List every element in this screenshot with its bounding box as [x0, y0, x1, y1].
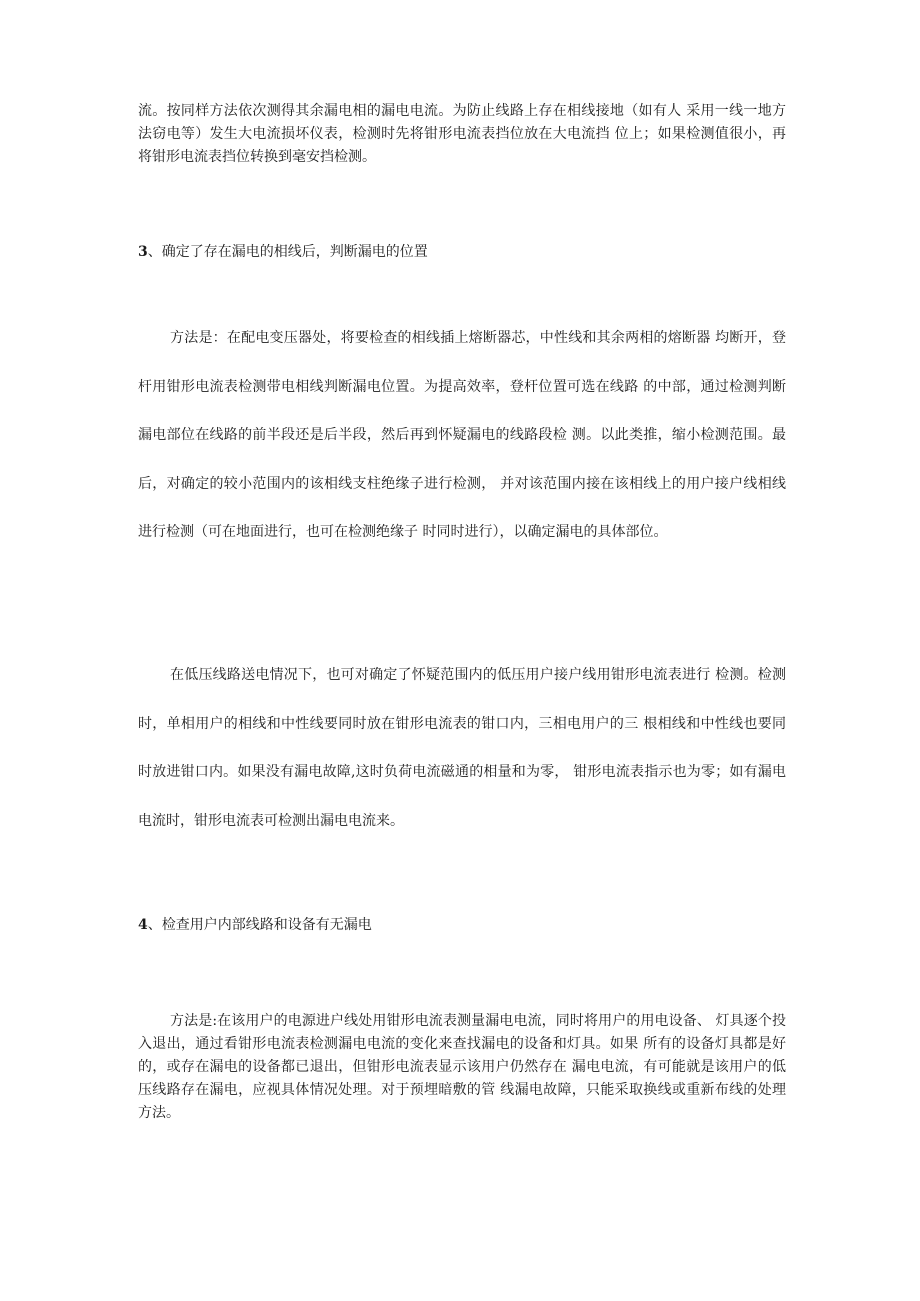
section-4-title: 、检查用户内部线路和设备有无漏电: [147, 917, 372, 933]
intro-paragraph: 流。按同样方法依次测得其余漏电相的漏电电流。为防止线路上存在相线接地（如有人 采用一线一地方法窃电等）发生大电流损坏仪表，检测时先将钳形电流表挡位放在大电流挡 位上；如果检测值很小，再将钳形电流表挡位转换到毫安挡检测。: [138, 103, 786, 165]
section-4-heading: [138, 915, 372, 935]
section-3-number: 3: [138, 244, 148, 260]
section-3-method-paragraph: 方法是：在配电变压器处，将要检查的相线插上熔断器芯，中性线和其余两相的熔断器 均断开，登杆用钳形电流表检测带电相线判断漏电位置。为提高效率，登杆位置可选在线路 的中部，通过检测判断漏电部位在线路的前半段还是后半段，然后再到怀疑漏电的线路段检 测。以此类推，缩小检测范围。最后，对确定的较小范围内的该相线支柱绝缘子进行检测， 并对该范围内接在该相线上的用户接户线相线进行检测（可在地面进行，也可在检测绝缘子 时同时进行），以确定漏电的具体部位。: [138, 330, 786, 540]
section-3-heading: [138, 242, 428, 262]
section-3-title: 、确定了存在漏电的相线后，判断漏电的位置: [147, 244, 428, 260]
section-3-low-voltage-paragraph: 在低压线路送电情况下，也可对确定了怀疑范围内的低压用户接户线用钳形电流表进行 检测。检测时，单相用户的相线和中性线要同时放在钳形电流表的钳口内，三相电用户的三 根相线和中性线也要同时放进钳口内。如果没有漏电故障,这时负荷电流磁通的相量和为零， 钳形电流表指示也为零；如有漏电电流时，钳形电流表可检测出漏电电流来。: [138, 667, 786, 829]
section-4-method-paragraph: 方法是:在该用户的电源进户线处用钳形电流表测量漏电电流，同时将用户的用电设备、 灯具逐个投入退出，通过看钳形电流表检测漏电电流的变化来查找漏电的设备和灯具。如果 所有的设备灯具都是好的，或存在漏电的设备都已退出，但钳形电流表显示该用户仍然存在 漏电电流，有可能就是该用户的低压线路存在漏电，应视具体情况处理。对于预埋暗敷的管 线漏电故障，只能采取换线或重新布线的处理方法。: [138, 1013, 786, 1121]
section-4-number: 4: [138, 917, 148, 933]
